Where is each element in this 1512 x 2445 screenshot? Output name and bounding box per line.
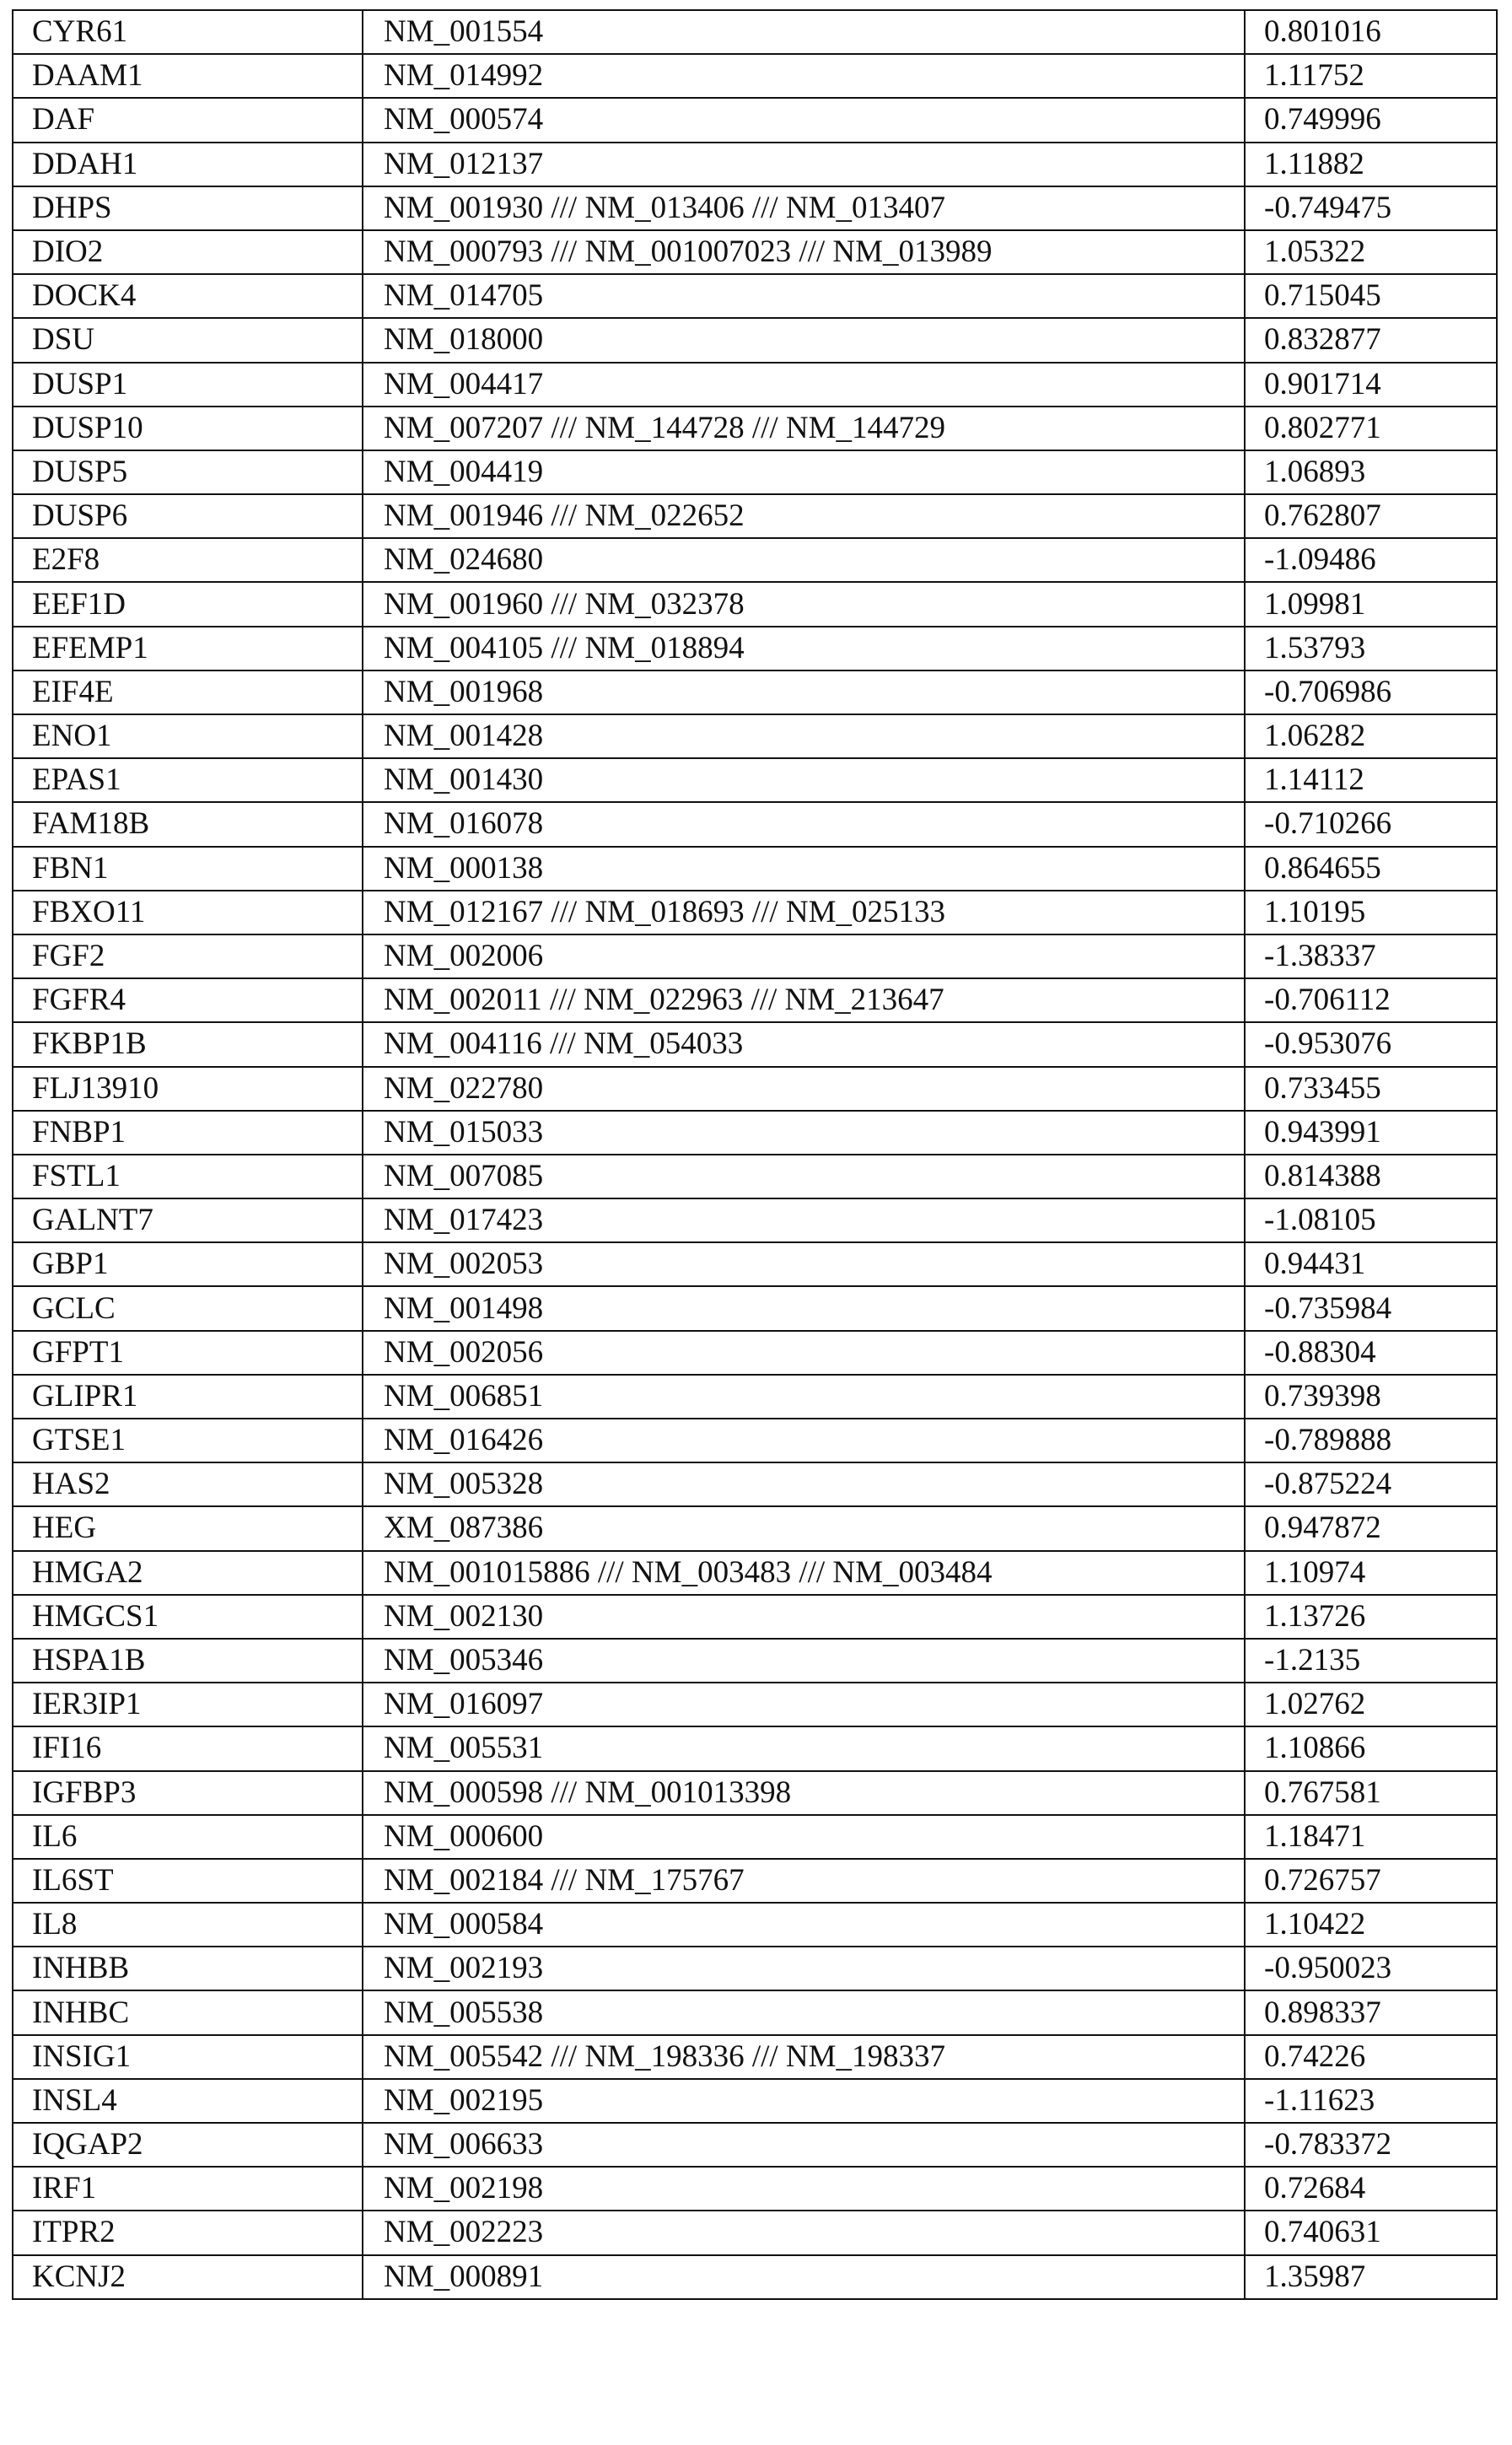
accession-cell: NM_002053 <box>363 1242 1245 1286</box>
gene-symbol-cell: EFEMP1 <box>13 627 363 670</box>
table-body <box>13 10 1497 2299</box>
gene-symbol-cell: DUSP10 <box>13 407 363 450</box>
gene-symbol-cell: FNBP1 <box>13 1111 363 1155</box>
gene-symbol-cell: IER3IP1 <box>13 1683 363 1726</box>
accession-cell: NM_005328 <box>363 1462 1245 1506</box>
accession-cell: NM_014705 <box>363 274 1245 318</box>
fold-change-cell: 0.864655 <box>1245 847 1497 891</box>
fold-change-cell: -1.38337 <box>1245 934 1497 978</box>
accession-cell: NM_016426 <box>363 1419 1245 1462</box>
fold-change-cell: 0.901714 <box>1245 363 1497 407</box>
fold-change-cell: 1.02762 <box>1245 1683 1497 1726</box>
accession-cell: NM_001968 <box>363 670 1245 714</box>
gene-symbol-cell: DAAM1 <box>13 54 363 98</box>
gene-symbol-cell: GFPT1 <box>13 1331 363 1375</box>
accession-cell: NM_007085 <box>363 1155 1245 1198</box>
table-row <box>13 2123 1497 2167</box>
table-row <box>13 2035 1497 2079</box>
table-row <box>13 627 1497 670</box>
accession-cell: NM_001428 <box>363 714 1245 758</box>
gene-symbol-cell: HAS2 <box>13 1462 363 1506</box>
fold-change-cell: 0.801016 <box>1245 10 1497 54</box>
fold-change-cell: 1.10195 <box>1245 891 1497 934</box>
table-row <box>13 98 1497 142</box>
accession-cell: NM_001960 /// NM_032378 <box>363 582 1245 626</box>
fold-change-cell: 1.14112 <box>1245 758 1497 802</box>
gene-symbol-cell: GBP1 <box>13 1242 363 1286</box>
table-row <box>13 1595 1497 1639</box>
fold-change-cell: 1.10866 <box>1245 1726 1497 1770</box>
accession-cell: NM_014992 <box>363 54 1245 98</box>
accession-cell: XM_087386 <box>363 1506 1245 1550</box>
gene-symbol-cell: HMGCS1 <box>13 1595 363 1639</box>
table-row <box>13 2167 1497 2211</box>
table-row <box>13 1375 1497 1419</box>
gene-symbol-cell: FGF2 <box>13 934 363 978</box>
gene-symbol-cell: GTSE1 <box>13 1419 363 1462</box>
accession-cell: NM_002011 /// NM_022963 /// NM_213647 <box>363 978 1245 1022</box>
fold-change-cell: 0.74226 <box>1245 2035 1497 2079</box>
table-row <box>13 143 1497 186</box>
table-row <box>13 847 1497 891</box>
accession-cell: NM_002198 <box>363 2167 1245 2211</box>
accession-cell: NM_004116 /// NM_054033 <box>363 1022 1245 1066</box>
accession-cell: NM_007207 /// NM_144728 /// NM_144729 <box>363 407 1245 450</box>
accession-cell: NM_016078 <box>363 802 1245 846</box>
table-row <box>13 1242 1497 1286</box>
fold-change-cell: 0.802771 <box>1245 407 1497 450</box>
accession-cell: NM_004417 <box>363 363 1245 407</box>
table-row <box>13 802 1497 846</box>
accession-cell: NM_024680 <box>363 538 1245 582</box>
table-row <box>13 1067 1497 1111</box>
gene-symbol-cell: DIO2 <box>13 230 363 274</box>
accession-cell: NM_002195 <box>363 2079 1245 2123</box>
accession-cell: NM_001930 /// NM_013406 /// NM_013407 <box>363 186 1245 230</box>
gene-symbol-cell: IGFBP3 <box>13 1771 363 1815</box>
accession-cell: NM_015033 <box>363 1111 1245 1155</box>
fold-change-cell: 0.832877 <box>1245 318 1497 362</box>
fold-change-cell: -0.749475 <box>1245 186 1497 230</box>
gene-symbol-cell: KCNJ2 <box>13 2255 363 2299</box>
fold-change-cell: 1.11882 <box>1245 143 1497 186</box>
gene-symbol-cell: IL6 <box>13 1815 363 1859</box>
accession-cell: NM_000598 /// NM_001013398 <box>363 1771 1245 1815</box>
table-row <box>13 714 1497 758</box>
table-row <box>13 1683 1497 1726</box>
fold-change-cell: 1.05322 <box>1245 230 1497 274</box>
accession-cell: NM_005346 <box>363 1639 1245 1683</box>
table-row <box>13 1022 1497 1066</box>
gene-symbol-cell: DOCK4 <box>13 274 363 318</box>
gene-symbol-cell: IFI16 <box>13 1726 363 1770</box>
fold-change-cell: 0.767581 <box>1245 1771 1497 1815</box>
fold-change-cell: -0.789888 <box>1245 1419 1497 1462</box>
accession-cell: NM_000584 <box>363 1903 1245 1947</box>
gene-symbol-cell: FLJ13910 <box>13 1067 363 1111</box>
table-row <box>13 363 1497 407</box>
fold-change-cell: -1.08105 <box>1245 1198 1497 1242</box>
fold-change-cell: -0.875224 <box>1245 1462 1497 1506</box>
table-row <box>13 934 1497 978</box>
accession-cell: NM_001554 <box>363 10 1245 54</box>
fold-change-cell: -0.88304 <box>1245 1331 1497 1375</box>
gene-symbol-cell: GCLC <box>13 1286 363 1330</box>
accession-cell: NM_000138 <box>363 847 1245 891</box>
gene-symbol-cell: FGFR4 <box>13 978 363 1022</box>
table-row <box>13 1419 1497 1462</box>
fold-change-cell: 1.53793 <box>1245 627 1497 670</box>
accession-cell: NM_006851 <box>363 1375 1245 1419</box>
gene-symbol-cell: EEF1D <box>13 582 363 626</box>
gene-symbol-cell: INHBC <box>13 1990 363 2034</box>
fold-change-cell: 0.898337 <box>1245 1990 1497 2034</box>
fold-change-cell: 0.947872 <box>1245 1506 1497 1550</box>
gene-symbol-cell: IL6ST <box>13 1859 363 1903</box>
fold-change-cell: 0.740631 <box>1245 2211 1497 2254</box>
fold-change-cell: 0.733455 <box>1245 1067 1497 1111</box>
accession-cell: NM_002056 <box>363 1331 1245 1375</box>
fold-change-cell: -0.950023 <box>1245 1947 1497 1990</box>
fold-change-cell: 0.72684 <box>1245 2167 1497 2211</box>
gene-expression-table <box>12 9 1498 2300</box>
fold-change-cell: -1.2135 <box>1245 1639 1497 1683</box>
accession-cell: NM_005531 <box>363 1726 1245 1770</box>
accession-cell: NM_002223 <box>363 2211 1245 2254</box>
fold-change-cell: -0.706112 <box>1245 978 1497 1022</box>
gene-symbol-cell: EIF4E <box>13 670 363 714</box>
accession-cell: NM_012137 <box>363 143 1245 186</box>
table-row <box>13 582 1497 626</box>
table-row <box>13 2079 1497 2123</box>
table-row <box>13 1331 1497 1375</box>
gene-symbol-cell: DHPS <box>13 186 363 230</box>
fold-change-cell: 0.762807 <box>1245 494 1497 538</box>
fold-change-cell: 1.09981 <box>1245 582 1497 626</box>
gene-symbol-cell: DSU <box>13 318 363 362</box>
gene-symbol-cell: INSL4 <box>13 2079 363 2123</box>
gene-symbol-cell: DUSP6 <box>13 494 363 538</box>
accession-cell: NM_000793 /// NM_001007023 /// NM_013989 <box>363 230 1245 274</box>
table-row <box>13 1947 1497 1990</box>
table-row <box>13 891 1497 934</box>
gene-symbol-cell: ENO1 <box>13 714 363 758</box>
gene-symbol-cell: HEG <box>13 1506 363 1550</box>
fold-change-cell: 1.35987 <box>1245 2255 1497 2299</box>
fold-change-cell: 0.814388 <box>1245 1155 1497 1198</box>
gene-symbol-cell: IQGAP2 <box>13 2123 363 2167</box>
accession-cell: NM_002193 <box>363 1947 1245 1990</box>
accession-cell: NM_022780 <box>363 1067 1245 1111</box>
gene-symbol-cell: FBN1 <box>13 847 363 891</box>
table-row <box>13 1506 1497 1550</box>
table-row <box>13 2211 1497 2254</box>
gene-symbol-cell: FAM18B <box>13 802 363 846</box>
accession-cell: NM_002130 <box>363 1595 1245 1639</box>
table-row <box>13 1990 1497 2034</box>
gene-symbol-cell: GLIPR1 <box>13 1375 363 1419</box>
fold-change-cell: -0.735984 <box>1245 1286 1497 1330</box>
accession-cell: NM_006633 <box>363 2123 1245 2167</box>
fold-change-cell: 1.10422 <box>1245 1903 1497 1947</box>
accession-cell: NM_005538 <box>363 1990 1245 2034</box>
gene-symbol-cell: DUSP5 <box>13 450 363 494</box>
fold-change-cell: 0.749996 <box>1245 98 1497 142</box>
gene-symbol-cell: FBXO11 <box>13 891 363 934</box>
accession-cell: NM_018000 <box>363 318 1245 362</box>
table-row <box>13 450 1497 494</box>
fold-change-cell: 1.10974 <box>1245 1551 1497 1595</box>
gene-symbol-cell: DUSP1 <box>13 363 363 407</box>
table-row <box>13 230 1497 274</box>
table-row <box>13 758 1497 802</box>
fold-change-cell: 1.13726 <box>1245 1595 1497 1639</box>
fold-change-cell: -0.706986 <box>1245 670 1497 714</box>
table-row <box>13 2255 1497 2299</box>
fold-change-cell: -0.710266 <box>1245 802 1497 846</box>
accession-cell: NM_002184 /// NM_175767 <box>363 1859 1245 1903</box>
table-row <box>13 538 1497 582</box>
accession-cell: NM_002006 <box>363 934 1245 978</box>
fold-change-cell: 1.06282 <box>1245 714 1497 758</box>
accession-cell: NM_016097 <box>363 1683 1245 1726</box>
gene-symbol-cell: E2F8 <box>13 538 363 582</box>
accession-cell: NM_005542 /// NM_198336 /// NM_198337 <box>363 2035 1245 2079</box>
accession-cell: NM_012167 /// NM_018693 /// NM_025133 <box>363 891 1245 934</box>
gene-symbol-cell: IRF1 <box>13 2167 363 2211</box>
table-row <box>13 1903 1497 1947</box>
table-row <box>13 274 1497 318</box>
accession-cell: NM_001946 /// NM_022652 <box>363 494 1245 538</box>
accession-cell: NM_001498 <box>363 1286 1245 1330</box>
table-row <box>13 186 1497 230</box>
accession-cell: NM_001430 <box>363 758 1245 802</box>
table-row <box>13 407 1497 450</box>
accession-cell: NM_017423 <box>363 1198 1245 1242</box>
fold-change-cell: -1.09486 <box>1245 538 1497 582</box>
table-row <box>13 1111 1497 1155</box>
fold-change-cell: -0.783372 <box>1245 2123 1497 2167</box>
fold-change-cell: 0.739398 <box>1245 1375 1497 1419</box>
fold-change-cell: 0.943991 <box>1245 1111 1497 1155</box>
gene-symbol-cell: ITPR2 <box>13 2211 363 2254</box>
table-row <box>13 978 1497 1022</box>
table-row <box>13 1639 1497 1683</box>
gene-symbol-cell: INHBB <box>13 1947 363 1990</box>
table-row <box>13 670 1497 714</box>
accession-cell: NM_004419 <box>363 450 1245 494</box>
table-row <box>13 1726 1497 1770</box>
table-row <box>13 1551 1497 1595</box>
fold-change-cell: 0.94431 <box>1245 1242 1497 1286</box>
gene-symbol-cell: INSIG1 <box>13 2035 363 2079</box>
fold-change-cell: -0.953076 <box>1245 1022 1497 1066</box>
accession-cell: NM_000574 <box>363 98 1245 142</box>
gene-symbol-cell: DAF <box>13 98 363 142</box>
fold-change-cell: 1.11752 <box>1245 54 1497 98</box>
gene-symbol-cell: EPAS1 <box>13 758 363 802</box>
gene-symbol-cell: HMGA2 <box>13 1551 363 1595</box>
table-row <box>13 1198 1497 1242</box>
accession-cell: NM_004105 /// NM_018894 <box>363 627 1245 670</box>
accession-cell: NM_001015886 /// NM_003483 /// NM_003484 <box>363 1551 1245 1595</box>
accession-cell: NM_000600 <box>363 1815 1245 1859</box>
table-row <box>13 1815 1497 1859</box>
table-row <box>13 494 1497 538</box>
table-row <box>13 10 1497 54</box>
accession-cell: NM_000891 <box>363 2255 1245 2299</box>
table-row <box>13 1859 1497 1903</box>
gene-symbol-cell: IL8 <box>13 1903 363 1947</box>
fold-change-cell: 1.06893 <box>1245 450 1497 494</box>
fold-change-cell: 0.726757 <box>1245 1859 1497 1903</box>
table-row <box>13 1462 1497 1506</box>
gene-symbol-cell: DDAH1 <box>13 143 363 186</box>
table-row <box>13 1771 1497 1815</box>
table-row <box>13 54 1497 98</box>
gene-symbol-cell: FSTL1 <box>13 1155 363 1198</box>
gene-symbol-cell: HSPA1B <box>13 1639 363 1683</box>
table-row <box>13 1155 1497 1198</box>
fold-change-cell: 0.715045 <box>1245 274 1497 318</box>
table-row <box>13 318 1497 362</box>
fold-change-cell: -1.11623 <box>1245 2079 1497 2123</box>
fold-change-cell: 1.18471 <box>1245 1815 1497 1859</box>
gene-symbol-cell: GALNT7 <box>13 1198 363 1242</box>
gene-symbol-cell: FKBP1B <box>13 1022 363 1066</box>
table-row <box>13 1286 1497 1330</box>
gene-symbol-cell: CYR61 <box>13 10 363 54</box>
